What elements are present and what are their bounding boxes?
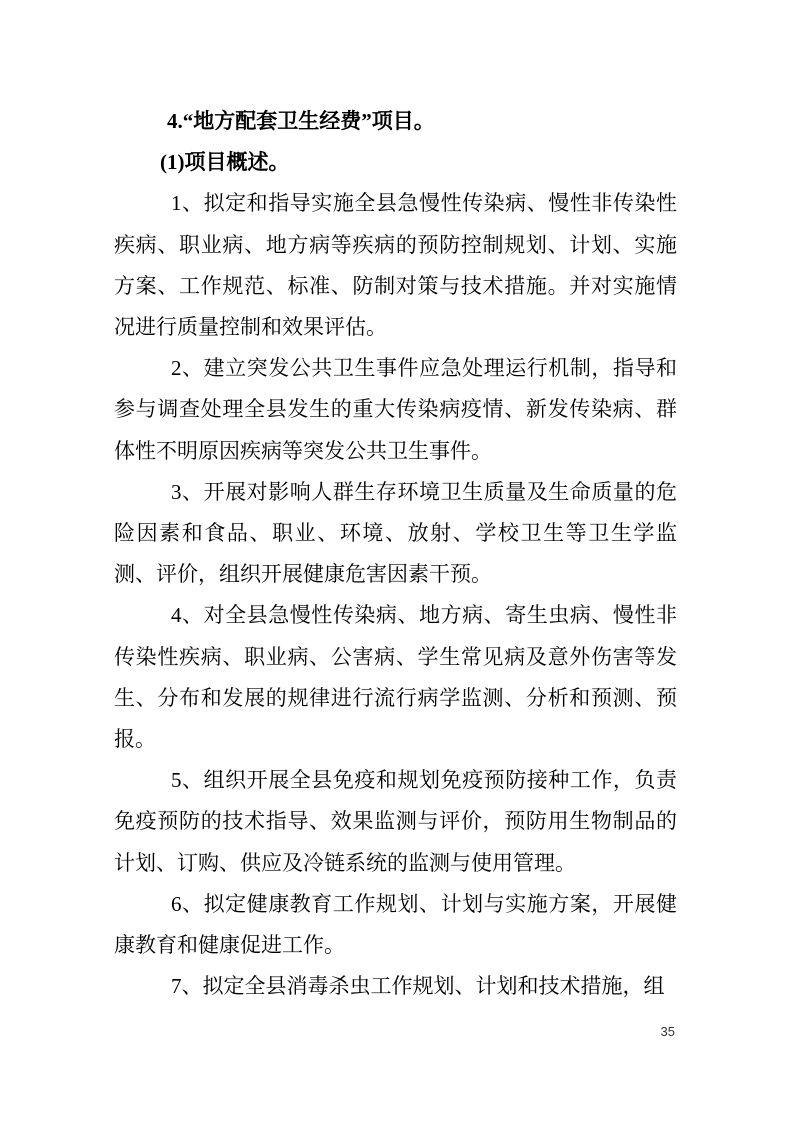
section-heading: 4.“地方配套卫生经费”项目。 [167,109,435,133]
paragraph-6: 6、拟定健康教育工作规划、计划与实施方案，开展健康教育和健康促进工作。 [114,891,677,958]
subsection-heading: (1)项目概述。 [160,150,290,175]
paragraph-2: 2、建立突发公共卫生事件应急处理运行机制，指导和参与调查处理全县发生的重大传染病疫情、新发传染病、群体性不明原因疾病等突发公共卫生事件。 [114,356,677,463]
paragraph-3: 3、开展对影响人群生存环境卫生质量及生命质量的危险因素和食品、职业、环境、放射、学校卫生等卫生学监测、评价，组织开展健康危害因素干预。 [114,479,677,587]
paragraph-1: 1、拟定和指导实施全县急慢性传染病、慢性非传染性疾病、职业病、地方病等疾病的预防控制规划、计划、实施方案、工作规范、标准、防制对策与技术措施。并对实施情况进行质量控制和效果评估。 [114,191,677,340]
paragraph-4: 4、对全县急慢性传染病、地方病、寄生虫病、慢性非传染性疾病、职业病、公害病、学生常见病及意外伤害等发生、分布和发展的规律进行流行病学监测、分析和预测、预报。 [114,603,677,752]
paragraph-5: 5、组织开展全县免疫和规划免疫预防接种工作，负责免疫预防的技术指导、效果监测与评价，预防用生物制品的计划、订购、供应及冷链系统的监测与使用管理。 [114,768,677,875]
document-body [114,101,677,1007]
paragraph-7: 7、拟定全县消毒杀虫工作规划、计划和技术措施，组 [171,974,665,999]
page-number: 35 [660,1024,675,1039]
